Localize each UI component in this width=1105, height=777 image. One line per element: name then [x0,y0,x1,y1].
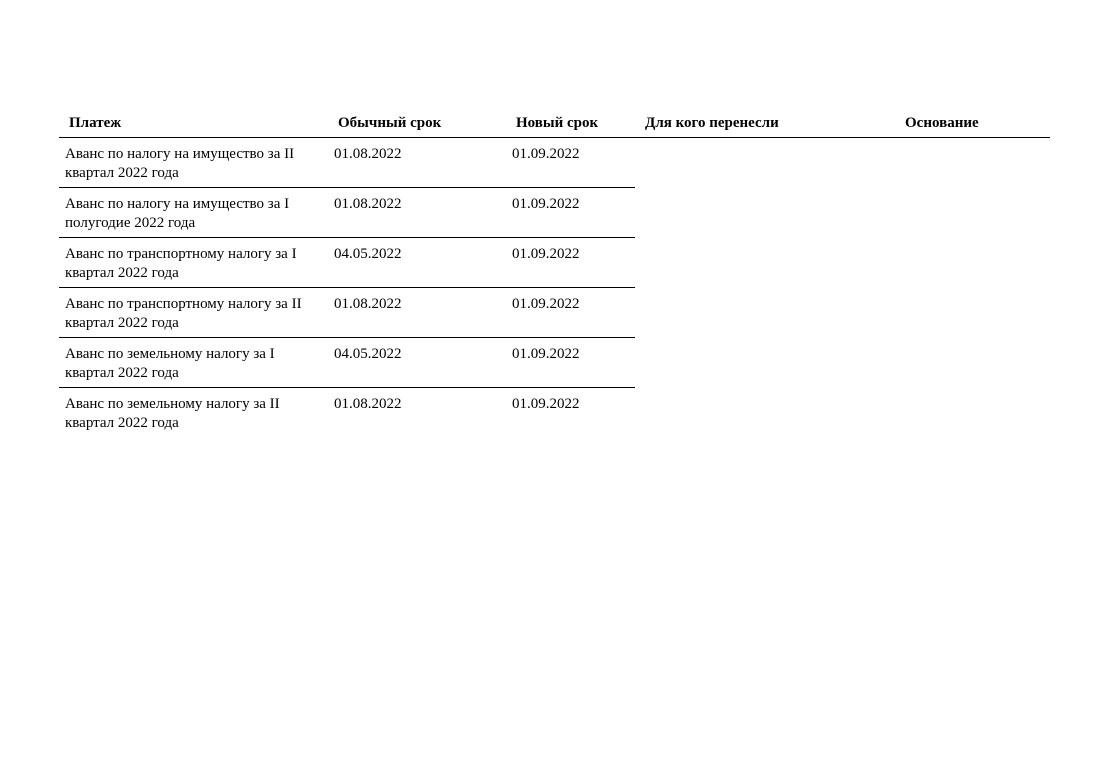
deadlines-table [59,112,1050,437]
cell-payment: Аванс по транспортному налогу за II квартал 2022 года [65,296,302,331]
cell-new-deadline: 01.09.2022 [512,246,580,262]
header-basis: Основание [905,115,979,131]
table-header-row [59,112,1050,138]
cell-new-deadline: 01.09.2022 [512,146,580,162]
cell-usual-deadline: 01.08.2022 [334,196,402,212]
cell-usual-deadline: 01.08.2022 [334,146,402,162]
cell-payment: Аванс по земельному налогу за II квартал 2022 года [65,396,280,431]
table-row [59,388,635,437]
cell-new-deadline: 01.09.2022 [512,196,580,212]
header-payment: Платеж [69,115,122,131]
cell-usual-deadline: 01.08.2022 [334,296,402,312]
table-body [59,138,635,437]
cell-payment: Аванс по земельному налогу за I квартал 2022 года [65,346,275,381]
table-row [59,138,635,188]
cell-new-deadline: 01.09.2022 [512,346,580,362]
table-row [59,188,635,238]
cell-usual-deadline: 04.05.2022 [334,346,402,362]
table-row [59,288,635,338]
cell-payment: Аванс по налогу на имущество за II квартал 2022 года [65,146,295,181]
table-row [59,338,635,388]
header-usual-deadline: Обычный срок [338,115,442,131]
cell-usual-deadline: 01.08.2022 [334,396,402,412]
header-new-deadline: Новый срок [516,115,599,131]
cell-payment: Аванс по налогу на имущество за I полугодие 2022 года [65,196,290,231]
cell-new-deadline: 01.09.2022 [512,396,580,412]
header-for-whom: Для кого перенесли [645,115,779,131]
cell-usual-deadline: 04.05.2022 [334,246,402,262]
cell-payment: Аванс по транспортному налогу за I квартал 2022 года [65,246,297,281]
table-row [59,238,635,288]
cell-new-deadline: 01.09.2022 [512,296,580,312]
